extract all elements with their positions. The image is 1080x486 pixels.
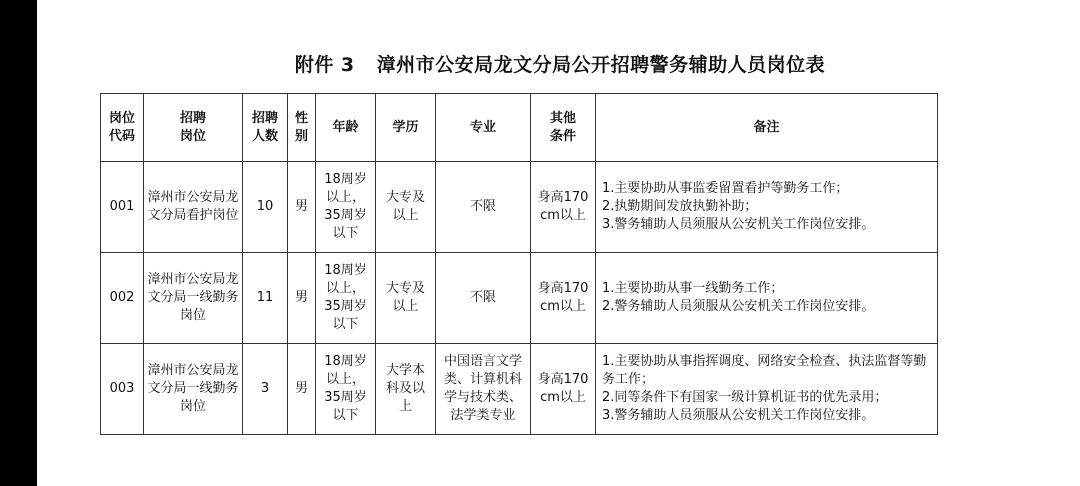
table-row — [101, 162, 938, 253]
header-education: 学历 — [376, 94, 436, 162]
cell-gender: 男 — [288, 344, 316, 435]
note-line: 2.执勤期间发放执勤补助； — [602, 199, 758, 214]
cell-age: 18周岁以上，35周岁以下 — [316, 344, 376, 435]
cell-code: 001 — [101, 162, 144, 253]
cell-other: 身高170cm以上 — [531, 253, 596, 344]
cell-code: 002 — [101, 253, 144, 344]
cell-notes — [596, 253, 938, 344]
cell-other: 身高170cm以上 — [531, 162, 596, 253]
note-line: 3.警务辅助人员须服从公安机关工作岗位安排。 — [602, 408, 875, 423]
header-major: 专业 — [436, 94, 531, 162]
header-code: 岗位代码 — [101, 94, 144, 162]
note-line: 1.主要协助从事监委留置看护等勤务工作； — [602, 181, 849, 196]
table-header-row — [101, 94, 938, 162]
note-line: 2.同等条件下有国家一级计算机证书的优先录用； — [602, 390, 888, 405]
cell-major: 不限 — [436, 162, 531, 253]
cell-code: 003 — [101, 344, 144, 435]
header-gender: 性别 — [288, 94, 316, 162]
header-position: 招聘岗位 — [144, 94, 243, 162]
document-title — [0, 50, 1080, 77]
position-table — [100, 93, 938, 435]
cell-education: 大专及以上 — [376, 253, 436, 344]
cell-education: 大专及以上 — [376, 162, 436, 253]
cell-notes — [596, 162, 938, 253]
cell-count: 10 — [243, 162, 288, 253]
note-line: 2.警务辅助人员须服从公安机关工作岗位安排。 — [602, 299, 875, 314]
note-line: 1.主要协助从事一线勤务工作； — [602, 281, 784, 296]
cell-age: 18周岁以上，35周岁以下 — [316, 162, 376, 253]
title-main: 漳州市公安局龙文分局公开招聘警务辅助人员岗位表 — [376, 54, 826, 76]
cell-age: 18周岁以上，35周岁以下 — [316, 253, 376, 344]
table-row — [101, 253, 938, 344]
cell-count: 3 — [243, 344, 288, 435]
cell-major: 不限 — [436, 253, 531, 344]
header-age: 年龄 — [316, 94, 376, 162]
cell-notes — [596, 344, 938, 435]
table-row — [101, 344, 938, 435]
cell-gender: 男 — [288, 253, 316, 344]
cell-other: 身高170cm以上 — [531, 344, 596, 435]
header-other: 其他条件 — [531, 94, 596, 162]
cell-position: 漳州市公安局龙文分局一线勤务岗位 — [144, 253, 243, 344]
header-notes: 备注 — [596, 94, 938, 162]
cell-education: 大学本科及以上 — [376, 344, 436, 435]
note-line: 1.主要协助从事指挥调度、网络安全检查、执法监督等勤务工作； — [602, 354, 927, 387]
cell-position: 漳州市公安局龙文分局一线勤务岗位 — [144, 344, 243, 435]
note-line: 3.警务辅助人员须服从公安机关工作岗位安排。 — [602, 217, 875, 232]
header-count: 招聘人数 — [243, 94, 288, 162]
cell-position: 漳州市公安局龙文分局看护岗位 — [144, 162, 243, 253]
cell-major: 中国语言文学类、计算机科学与技术类、法学类专业 — [436, 344, 531, 435]
cell-gender: 男 — [288, 162, 316, 253]
cell-count: 11 — [243, 253, 288, 344]
title-prefix: 附件 3 — [294, 54, 355, 76]
